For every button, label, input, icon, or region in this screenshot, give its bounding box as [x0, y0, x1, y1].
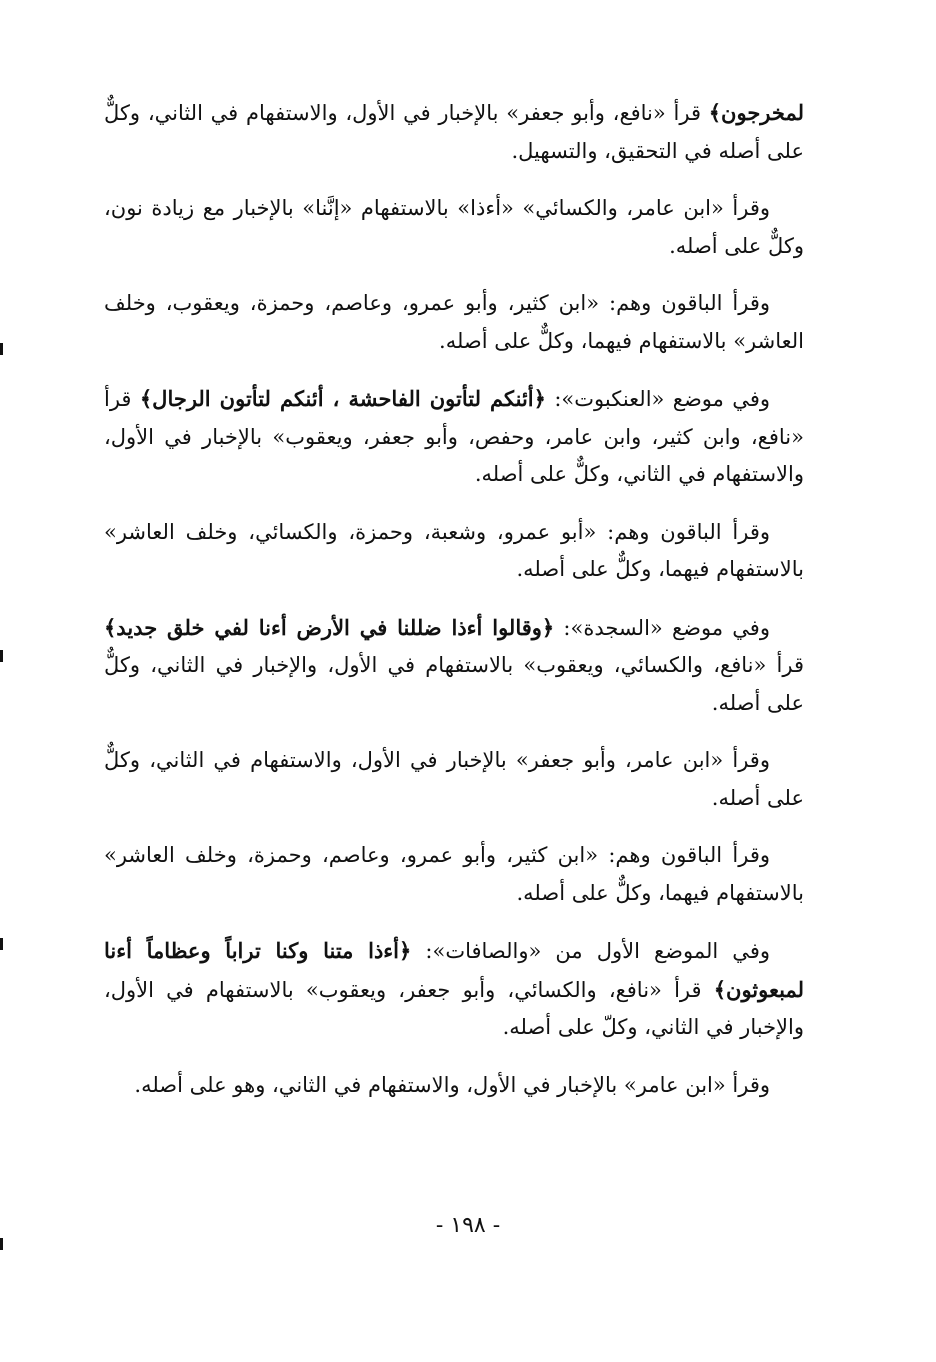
text-segment: قرأ «نافع، والكسائي، ويعقوب» بالاستفهام في الأول، والإخبار في الثاني، وكلٌّ على أصله.	[104, 653, 804, 715]
quran-verse: لمخرجون﴾	[708, 100, 804, 125]
paragraph	[104, 837, 804, 912]
text-segment: قرأ «نافع، وأبو جعفر» بالإخبار في الأول، والاستفهام في الثاني، وكلٌّ على أصله في التحقيق، والتسهيل.	[104, 101, 804, 163]
text-segment: وقرأ «ابن عامر، والكسائي» «أءذا» بالاستفهام «إنَّنا» بالإخبار مع زيادة نون، وكلٌّ على أصله.	[104, 196, 804, 258]
text-segment: وفي الموضع الأول من «والصافات»:	[411, 939, 770, 963]
quran-verse: ﴿وقالوا أءذا ضللنا في الأرض أءنا لفي خلق جديد﴾	[104, 614, 555, 640]
text-segment: وقرأ «ابن عامر، وأبو جعفر» بالإخبار في الأول، والاستفهام في الثاني، وكلٌّ على أصله.	[104, 748, 804, 810]
paragraph	[104, 742, 804, 817]
text-segment: وفي موضع «السجدة»:	[554, 615, 770, 640]
text-segment: قرأ «نافع، وابن كثير، وابن عامر، وحفص، وأبو جعفر، ويعقوب» بالإخبار في الأول، والاستفهام في الثاني، وكلٌّ على أصله.	[104, 387, 804, 486]
scan-edge-mark	[0, 1238, 3, 1250]
paragraph	[104, 1067, 804, 1105]
page-number: - ١٩٨ -	[435, 1213, 501, 1238]
text-segment: وقرأ الباقون وهم: «ابن كثير، وأبو عمرو، وعاصم، وحمزة، وخلف العاشر» بالاستفهام فيهما، وكلٌّ على أصله.	[104, 843, 804, 905]
scan-edge-mark	[0, 938, 3, 950]
text-segment: قرأ «نافع، والكسائي، وأبو جعفر، ويعقوب» بالاستفهام في الأول، والإخبار في الثاني، وكلّ على أصله.	[104, 977, 804, 1039]
paragraph	[104, 932, 804, 1047]
paragraph	[104, 609, 804, 723]
scan-edge-mark	[0, 650, 3, 662]
body-text	[104, 94, 804, 1124]
paragraph	[104, 285, 804, 360]
paragraph	[104, 190, 804, 265]
text-segment: وقرأ الباقون وهم: «ابن كثير، وأبو عمرو، وعاصم، وحمزة، ويعقوب، وخلف العاشر» بالاستفهام فيهما، وكلٌّ على أصله.	[104, 291, 804, 353]
paragraph	[104, 94, 804, 170]
scan-edge-mark	[0, 343, 3, 355]
text-segment: وفي موضع «العنكبوت»:	[545, 387, 770, 411]
quran-verse: ﴿أئنكم لتأتون الفاحشة ، أئنكم لتأتون الرجال﴾	[139, 386, 546, 411]
paragraph	[104, 514, 804, 589]
paragraph	[104, 380, 804, 494]
quran-verse: ﴿أءذا متنا وكنا تراباً وعظاماً أءنا لمبعوثون﴾	[104, 938, 804, 1002]
text-segment: وقرأ الباقون وهم: «أبو عمرو، وشعبة، وحمزة، والكسائي، وخلف العاشر» بالاستفهام فيهما، وكلٌّ على أصله.	[104, 519, 804, 581]
text-segment: وقرأ «ابن عامر» بالإخبار في الأول، والاستفهام في الثاني، وهو على أصله.	[134, 1072, 770, 1097]
